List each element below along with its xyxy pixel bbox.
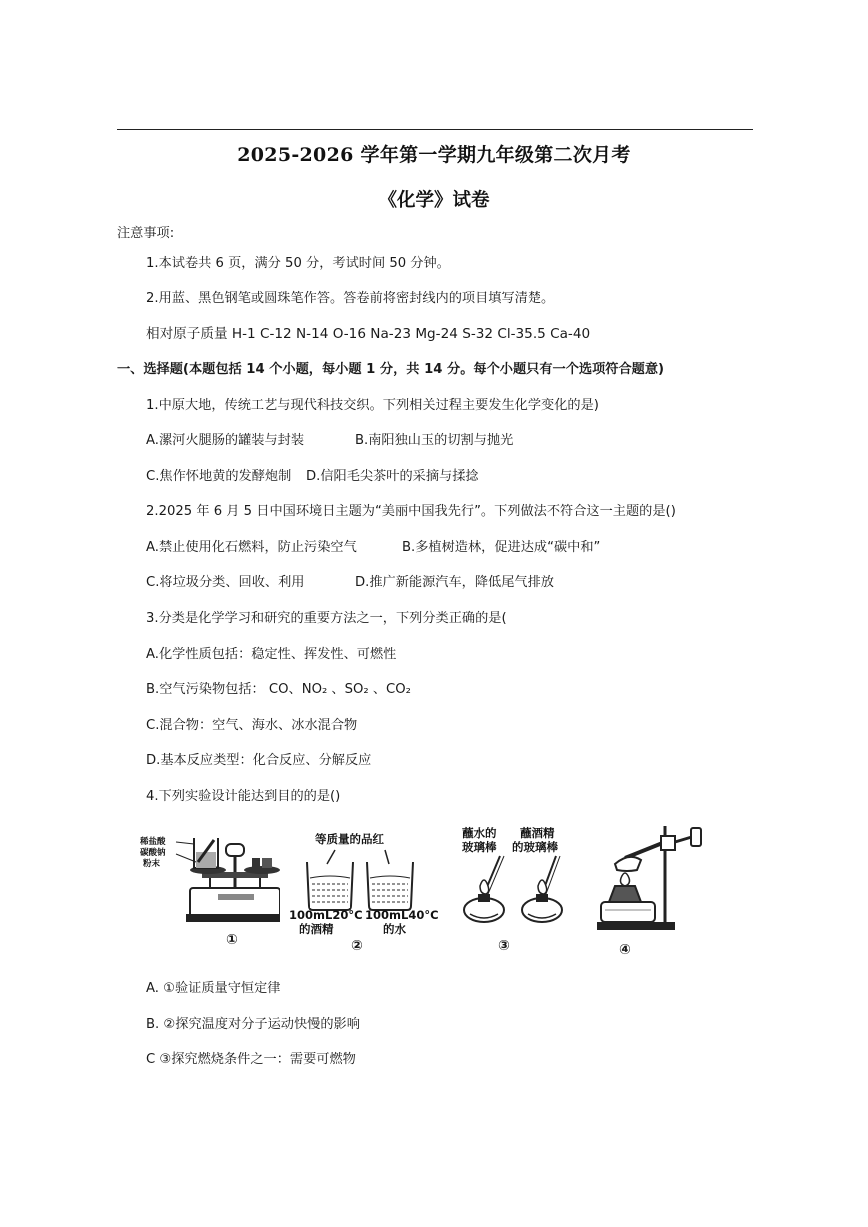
- question-stem: 3.分类是化学学习和研究的重要方法之一，下列分类正确的是(: [146, 611, 507, 626]
- figure-number: ④: [619, 942, 631, 958]
- figure-number: ①: [226, 932, 238, 948]
- option-a: A.禁止使用化石燃料，防止污染空气: [146, 540, 357, 555]
- fig3-left-label: 玻璃棒: [462, 840, 497, 854]
- fig1-label: 粉末: [143, 859, 161, 869]
- question-stem: 1.中原大地，传统工艺与现代科技交织。下列相关过程主要发生化学变化的是): [146, 398, 599, 413]
- option-a: A.漯河火腿肠的罐装与封装: [146, 433, 305, 448]
- fig3-right-label: 的玻璃棒: [512, 840, 558, 854]
- note-item: 1.本试卷共 6 页，满分 50 分，考试时间 50 分钟。: [146, 256, 450, 271]
- option-b: B.南阳独山玉的切割与抛光: [355, 433, 514, 448]
- option-d: D.信阳毛尖茶叶的采摘与揉捻: [306, 469, 479, 484]
- option-c: C.将垃圾分类、回收、利用: [146, 575, 305, 590]
- option-d: D.推广新能源汽车，降低尾气排放: [355, 575, 554, 590]
- exam-title: 2025-2026 学年第一学期九年级第二次月考: [237, 144, 631, 166]
- experiment-figures: [140, 822, 710, 962]
- beakers-drawing: [285, 822, 430, 922]
- fig2-right-label: 100mL40°C: [365, 908, 439, 922]
- option-b: B.空气污染物包括： CO、NO₂ 、SO₂ 、CO₂: [146, 682, 411, 697]
- fig2-top-label: 等质量的品红: [315, 832, 384, 846]
- atomic-masses: 相对原子质量 H-1 C-12 N-14 O-16 Na-23 Mg-24 S-32 Cl-35.5 Ca-40: [146, 326, 591, 342]
- option-b: B.多植树造林，促进达成“碳中和”: [402, 540, 601, 555]
- balance-drawing: [140, 822, 280, 926]
- glass-rods-drawing: [458, 822, 598, 932]
- option-c: C.焦作怀地黄的发酵炮制: [146, 469, 292, 484]
- fig1-label: 稀盐酸: [140, 837, 166, 847]
- figure-glass-rods: [458, 822, 598, 962]
- option-b: B. ②探究温度对分子运动快慢的影响: [146, 1017, 360, 1032]
- figure-number: ②: [351, 938, 363, 954]
- option-a: A.化学性质包括：稳定性、挥发性、可燃性: [146, 647, 397, 662]
- question-stem: 4.下列实验设计能达到目的的是(): [146, 789, 341, 804]
- option-d: D.基本反应类型：化合反应、分解反应: [146, 753, 372, 768]
- stand-drawing: [595, 822, 710, 934]
- note-item: 2.用蓝、黑色钢笔或圆珠笔作答。答卷前将密封线内的项目填写清楚。: [146, 291, 555, 306]
- fig3-left-label: 蘸水的: [462, 826, 497, 840]
- fig2-left-label: 100mL20°C: [289, 908, 363, 922]
- fig2-right-label: 的水: [383, 922, 406, 936]
- figure-number: ③: [498, 938, 510, 954]
- notes-heading: 注意事项:: [117, 226, 175, 241]
- section-heading: 一、选择题(本题包括 14 个小题，每小题 1 分，共 14 分。每个小题只有一个选项符合题意): [117, 362, 665, 377]
- exam-subtitle: 《化学》试卷: [378, 190, 490, 211]
- header-rule: [117, 129, 753, 130]
- fig1-label: 碳酸钠: [140, 848, 166, 858]
- figure-beakers: [285, 822, 439, 962]
- fig3-right-label: 蘸酒精: [520, 826, 555, 840]
- option-c: C ③探究燃烧条件之一：需要可燃物: [146, 1052, 356, 1067]
- question-stem: 2.2025 年 6 月 5 日中国环境日主题为“美丽中国我先行”。下列做法不符合这一主题的是(): [146, 504, 676, 519]
- figure-balance: [140, 822, 270, 962]
- fig2-left-label: 的酒精: [299, 922, 334, 936]
- figure-stand: [595, 822, 710, 962]
- option-c: C.混合物：空气、海水、冰水混合物: [146, 718, 358, 733]
- option-a: A. ①验证质量守恒定律: [146, 981, 281, 996]
